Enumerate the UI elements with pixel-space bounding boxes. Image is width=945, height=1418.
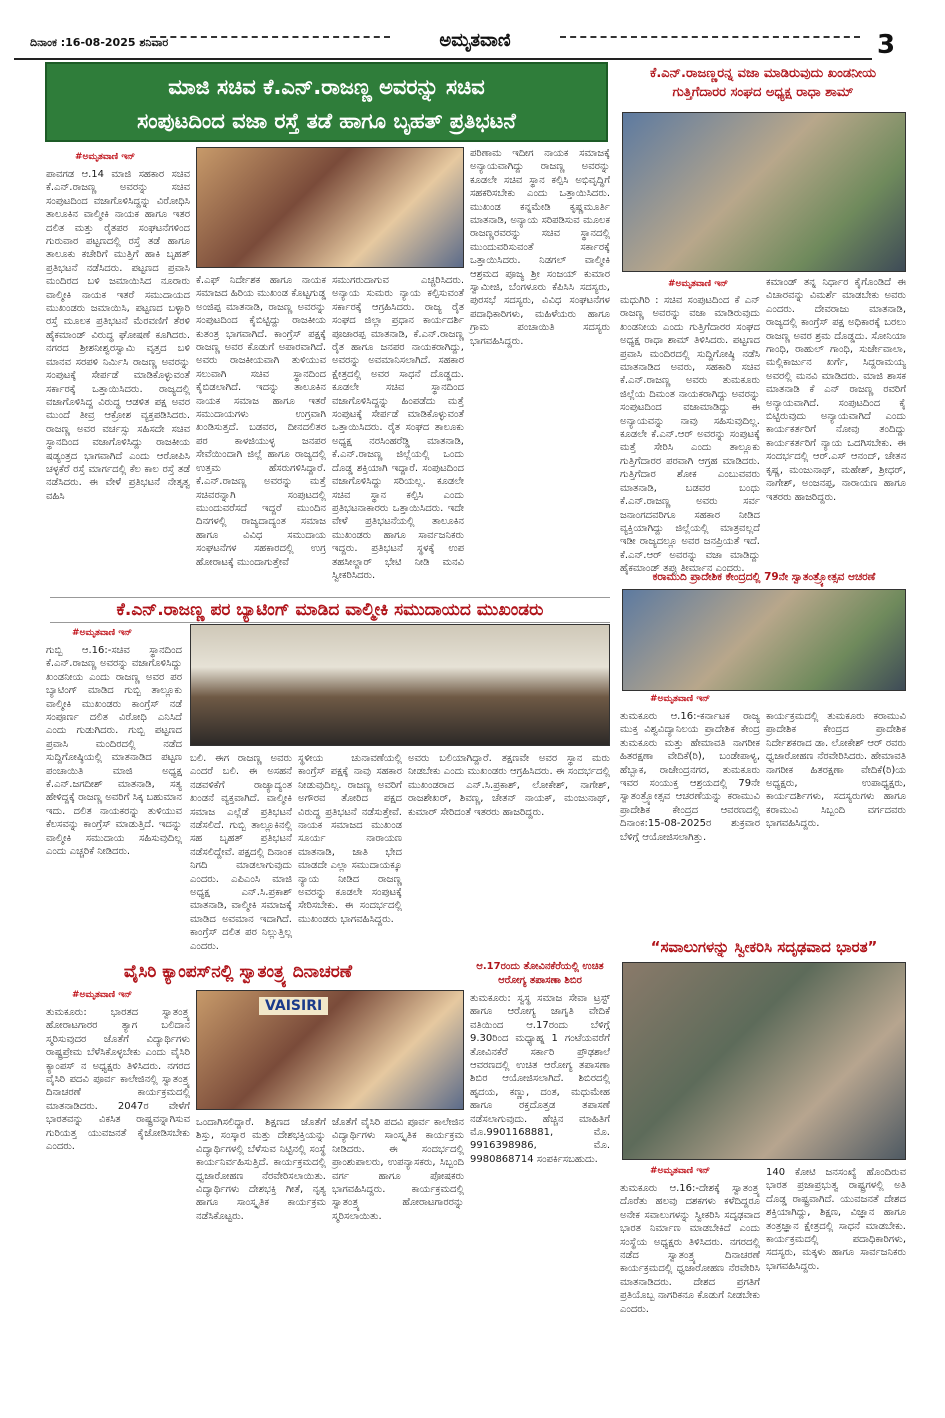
story1-column-3: ಸಮುಗರುದಾಗುವ ಎಚ್ಚರಿಸಿದರು. ಅನ್ಯಾಯ ಸುಮರು ನ್ಯಾಯ ಕಲ್ಪಿಸುವಂತೆ ಸರ್ಕಾರಕ್ಕೆ ಆಗ್ರಹಿಸಿದರು. ರಾಜ್ಯ ರೈತ ಸಂಘದ ಜಿಲ್ಲಾ ಪ್ರಧಾನ ಕಾರ್ಯದರ್ಶಿ ಪೂಜಾರಪ್ಪ ಮಾತನಾಡಿ, ಕೆ.ಎನ್.ರಾಜಣ್ಣ ರೈತ ಹಾಗೂ ಜನಪರ ನಾಯಕರಾಗಿದ್ದು, ಅವರನ್ನು ಅವಮಾನಿಸಲಾಗಿದೆ. ಸಹಕಾರ ಕ್ಷೇತ್ರದಲ್ಲಿ ಅವರ ಸಾಧನೆ ದೊಡ್ಡದು. ಕೂಡಲೇ ಸಚಿವ ಸ್ಥಾನದಿಂದ ವಜಾಗೊಳಿಸಿದ್ದನ್ನು ಹಿಂಪಡೆದು ಮತ್ತೆ ಸಂಪುಟಕ್ಕೆ ಸೇರ್ಪಡೆ ಮಾಡಿಕೊಳ್ಳುವಂತೆ ಒತ್ತಾಯಿಸಿದರು. ರೈತ ಸಂಘದ ತಾಲೂಕು ಅಧ್ಯಕ್ಷ ನರಸಿಂಹರೆಡ್ಡಿ ಮಾತನಾಡಿ, ಕೆ.ಎನ್.ರಾಜಣ್ಣ ಜಿಲ್ಲೆಯಲ್ಲಿ ಒಂದು ದೊಡ್ಡ ಶಕ್ತಿಯಾಗಿ ಇದ್ದಾರೆ. ಸಂಪುಟದಿಂದ ವಜಾಗೊಳಿಸಿದ್ದು ಸರಿಯಲ್ಲ. ಕೂಡಲೇ ಸಚಿವ ಸ್ಥಾನ ಕಲ್ಪಿಸಿ ಎಂದು ಪ್ರತಿಭಟನಾಕಾರರು ಒತ್ತಾಯಿಸಿದರು. ಇದೇ ವೇಳೆ ಪ್ರತಿಭಟನೆಯಲ್ಲಿ ತಾಲೂಕಿನ ಮುಖಂಡರು ಹಾಗೂ ಸಾರ್ವಜನಿಕರು ಇದ್ದರು. ಪ್ರತಿಭಟನೆ ಸ್ಥಳಕ್ಕೆ ಉಪ ತಹಸೀಲ್ದಾರ್ ಭೇಟಿ ನೀಡಿ ಮನವಿ ಸ್ವೀಕರಿಸಿದರು. bbox=[332, 275, 464, 581]
story3-tag: #ಅಮೃತವಾಣಿ ಇನ್ bbox=[72, 628, 133, 638]
story7-column-1: ತುಮಕೂರು ಆ.16:-ದೇಶಕ್ಕೆ ಸ್ವಾತಂತ್ರ್ಯ ದೊರೆತು ಹಲವು ದಶಕಗಳು ಕಳೆದಿದ್ದರೂ ಅನೇಕ ಸವಾಲುಗಳನ್ನು ಸ್ವೀಕರಿಸಿ ಸದೃಢವಾದ ಭಾರತ ನಿರ್ಮಾಣ ಮಾಡಬೇಕಿದೆ ಎಂದು ಸಂಸ್ಥೆಯ ಅಧ್ಯಕ್ಷರು ತಿಳಿಸಿದರು. ನಗರದಲ್ಲಿ ನಡೆದ ಸ್ವಾತಂತ್ರ್ಯ ದಿನಾಚರಣೆ ಕಾರ್ಯಕ್ರಮದಲ್ಲಿ ಧ್ವಜಾರೋಹಣ ನೆರವೇರಿಸಿ ಮಾತನಾಡಿದರು. ದೇಶದ ಪ್ರಗತಿಗೆ ಪ್ರತಿಯೊಬ್ಬ ನಾಗರಿಕನೂ ಕೊಡುಗೆ ನೀಡಬೇಕು ಎಂದರು. bbox=[620, 1183, 760, 1315]
story5-tag: #ಅಮೃತವಾಣಿ ಇನ್ bbox=[72, 990, 133, 1000]
story3-column-1: ಗುಬ್ಬಿ ಆ.16:-ಸಚಿವ ಸ್ಥಾನದಿಂದ ಕೆ.ಎನ್.ರಾಜಣ್ಣ ಅವರನ್ನು ವಜಾಗೊಳಿಸಿದ್ದು ಖಂಡನೀಯ ಎಂದು ರಾಜಣ್ಣ ಅವರ ಪರ ಬ್ಯಾಟಿಂಗ್ ಮಾಡಿದ ಗುಬ್ಬಿ ತಾಲ್ಲೂಕು ವಾಲ್ಮೀಕಿ ಮುಖಂಡರು ಕಾಂಗ್ರೆಸ್ ನಡೆ ಸಂಪೂರ್ಣ ದಲಿತ ವಿರೋಧಿ ಎನಿಸಿದೆ ಎಂದು ಗುಡುಗಿದರು. ಗುಬ್ಬಿ ಪಟ್ಟಣದ ಪ್ರವಾಸಿ ಮಂದಿರದಲ್ಲಿ ನಡೆದ ಸುದ್ದಿಗೋಷ್ಠಿಯಲ್ಲಿ ಮಾತನಾಡಿದ ಪಟ್ಟಣ ಪಂಚಾಯಿತಿ ಮಾಜಿ ಅಧ್ಯಕ್ಷ ಕೆ.ಎನ್.ಜಗದೀಶ್ ಮಾತನಾಡಿ, ಸತ್ಯ ಹೇಳಿದ್ದಕ್ಕೆ ರಾಜಣ್ಣ ಅವರಿಗೆ ಸಿಕ್ಕ ಬಹುಮಾನ ಇದು. ದಲಿತ ನಾಯಕರನ್ನು ತುಳಿಯುವ ಕೆಲಸವನ್ನು ಕಾಂಗ್ರೆಸ್ ಮಾಡುತ್ತಿದೆ. ಇದನ್ನು ವಾಲ್ಮೀಕಿ ಸಮುದಾಯ ಸಹಿಸುವುದಿಲ್ಲ ಎಂದು ಎಚ್ಚರಿಕೆ ನೀಡಿದರು. bbox=[46, 645, 182, 858]
masthead-title: ಅಮೃತವಾಣಿ bbox=[439, 30, 511, 51]
story4-column-2: ಕಾರ್ಯಕ್ರಮದಲ್ಲಿ ತುಮಕೂರು ಕರಾಮುವಿ ಪ್ರಾದೇಶಿಕ ಕೇಂದ್ರದ ಪ್ರಾದೇಶಿಕ ನಿರ್ದೇಶಕರಾದ ಡಾ. ಲೋಕೇಶ್ ಆರ್ ರವರು ಧ್ವಜಾರೋಹಣ ನೆರವೇರಿಸಿದರು. ಹೇಮಾವತಿ ನಾಗರೀಕ ಹಿತರಕ್ಷಣಾ ವೇದಿಕೆ(ರಿ)ಯ ಅಧ್ಯಕ್ಷರು, ಉಪಾಧ್ಯಕ್ಷರು, ಕಾರ್ಯದರ್ಶಿಗಳು, ಸದಸ್ಯರುಗಳು ಹಾಗೂ ಕರಾಮುವಿ ಸಿಬ್ಬಂದಿ ವರ್ಗದವರು ಭಾಗವಹಿಸಿದ್ದರು. bbox=[766, 711, 906, 830]
story5-headline: ವೈಸಿರಿ ಕ್ಯಾಂಪಸ್‌ನಲ್ಲಿ ಸ್ವಾತಂತ್ರ್ಯ ದಿನಾಚರಣೆ bbox=[123, 962, 353, 982]
story1-headline bbox=[45, 62, 608, 142]
story4-tag: #ಅಮೃತವಾಣಿ ಇನ್ bbox=[650, 694, 711, 704]
story1-headline-line1: ಮಾಜಿ ಸಚಿವ ಕೆ.ಎನ್.ರಾಜಣ್ಣ ಅವರನ್ನು ಸಚಿವ bbox=[168, 75, 485, 99]
story5-column-2: ಒಂದಾಗಿಸಲಿದ್ದಾರೆ. ಶಿಕ್ಷಣದ ಜೊತೆಗೆ ಶಿಸ್ತು, ಸಂಸ್ಕಾರ ಮತ್ತು ದೇಶಭಕ್ತಿಯನ್ನು ವಿದ್ಯಾರ್ಥಿಗಳಲ್ಲಿ ಬೆಳೆಸುವ ನಿಟ್ಟಿನಲ್ಲಿ ಸಂಸ್ಥೆ ಕಾರ್ಯನಿರ್ವಹಿಸುತ್ತಿದೆ. ಕಾರ್ಯಕ್ರಮದಲ್ಲಿ ಧ್ವಜಾರೋಹಣ ನೆರವೇರಿಸಲಾಯಿತು. ವಿದ್ಯಾರ್ಥಿಗಳು ದೇಶಭಕ್ತಿ ಗೀತೆ, ನೃತ್ಯ ಹಾಗೂ ಸಾಂಸ್ಕೃತಿಕ ಕಾರ್ಯಕ್ರಮ ನಡೆಸಿಕೊಟ್ಟರು. bbox=[196, 1117, 326, 1222]
story1-headline-line2: ಸಂಪುಟದಿಂದ ವಜಾ ರಸ್ತೆ ತಡೆ ಹಾಗೂ ಬೃಹತ್ ಪ್ರತಿಭಟನೆ bbox=[137, 109, 516, 133]
masthead-divider-right bbox=[560, 36, 860, 38]
story7-headline: “ಸವಾಲುಗಳನ್ನು ಸ್ವೀಕರಿಸಿ ಸದೃಢವಾದ ಭಾರತ” bbox=[650, 938, 878, 956]
page-number: 3 bbox=[876, 30, 896, 60]
story3-column-2: ಬಲಿ. ಈಗ ರಾಜಣ್ಣ ಅವರು ಎಂದರೆ ಬಲಿ. ಈ ಅಸಹನೆ ನಡವಳಿಕೆಗೆ ರಾಜ್ಯಾದ್ಯಂತ ಖಂಡನೆ ವ್ಯಕ್ತವಾಗಿದೆ. ವಾಲ್ಮೀಕಿ ಸಮಾಜ ಎಲ್ಲೆಡೆ ಪ್ರತಿಭಟನೆ ನಡೆಸಲಿದೆ. ಗುಬ್ಬಿ ತಾಲ್ಲೂಕಿನಲ್ಲಿ ಸಹ ಬೃಹತ್ ಪ್ರತಿಭಟನೆ ನಡೆಸಲಿದ್ದೇವೆ. ಪಕ್ಷದಲ್ಲಿ ದಿನಾಂಕ ನಿಗದಿ ಮಾಡಲಾಗುವುದು ಎಂದರು. ಎಪಿಎಂಸಿ ಮಾಜಿ ಅಧ್ಯಕ್ಷ ಎನ್.ಸಿ.ಪ್ರಕಾಶ್ ಮಾತನಾಡಿ, ವಾಲ್ಮೀಕಿ ಸಮಾಜಕ್ಕೆ ಮಾಡಿದ ಅವಮಾನ ಇದಾಗಿದೆ. ಕಾಂಗ್ರೆಸ್ ದಲಿತ ಪರ ನಿಲ್ಲುತ್ತಿಲ್ಲ ಎಂದರು. bbox=[190, 753, 292, 952]
story2-headline-line2: ಗುತ್ತಿಗೆದಾರರ ಸಂಘದ ಅಧ್ಯಕ್ಷ ರಾಧಾ ಶಾಮ್ bbox=[672, 85, 854, 100]
story1-tag: #ಅಮೃತವಾಣಿ ಇನ್ bbox=[75, 152, 136, 162]
story7-column-2: 140 ಕೋಟಿ ಜನಸಂಖ್ಯೆ ಹೊಂದಿರುವ ಭಾರತ ಪ್ರಜಾಪ್ರಭುತ್ವ ರಾಷ್ಟ್ರಗಳಲ್ಲಿ ಅತಿ ದೊಡ್ಡ ರಾಷ್ಟ್ರವಾಗಿದೆ. ಯುವಜನತೆ ದೇಶದ ಶಕ್ತಿಯಾಗಿದ್ದು, ಶಿಕ್ಷಣ, ವಿಜ್ಞಾನ ಹಾಗೂ ತಂತ್ರಜ್ಞಾನ ಕ್ಷೇತ್ರದಲ್ಲಿ ಸಾಧನೆ ಮಾಡಬೇಕು. ಕಾರ್ಯಕ್ರಮದಲ್ಲಿ ಪದಾಧಿಕಾರಿಗಳು, ಸದಸ್ಯರು, ಮಕ್ಕಳು ಹಾಗೂ ಸಾರ್ವಜನಿಕರು ಭಾಗವಹಿಸಿದ್ದರು. bbox=[766, 1167, 906, 1272]
masthead-divider-left bbox=[150, 36, 390, 38]
story5-column-1: ತುಮಕೂರು: ಭಾರತದ ಸ್ವಾತಂತ್ರ್ಯ ಹೋರಾಟಗಾರರ ತ್ಯಾಗ ಬಲಿದಾನ ಸ್ಮರಿಸುವುದರ ಜೊತೆಗೆ ವಿದ್ಯಾರ್ಥಿಗಳು ರಾಷ್ಟ್ರಪ್ರೇಮ ಬೆಳೆಸಿಕೊಳ್ಳಬೇಕು ಎಂದು ವೈಸಿರಿ ಕ್ಯಾಂಪಸ್ ನ ಅಧ್ಯಕ್ಷರು ತಿಳಿಸಿದರು. ನಗರದ ವೈಸಿರಿ ಪದವಿ ಪೂರ್ವ ಕಾಲೇಜಿನಲ್ಲಿ ಸ್ವಾತಂತ್ರ್ಯ ದಿನಾಚರಣೆ ಕಾರ್ಯಕ್ರಮದಲ್ಲಿ ಮಾತನಾಡಿದರು. 2047ರ ವೇಳೆಗೆ ಭಾರತವನ್ನು ವಿಕಸಿತ ರಾಷ್ಟ್ರವನ್ನಾಗಿಸುವ ಗುರಿಯತ್ತ ಯುವಜನತೆ ಕೈಜೋಡಿಸಬೇಕು ಎಂದರು. bbox=[46, 1007, 190, 1153]
issue-date: ದಿನಾಂಕ :16-08-2025 ಶನಿವಾರ bbox=[30, 36, 169, 49]
story5-banner-text: VAISIRI bbox=[259, 997, 328, 1015]
story4-event-photo bbox=[622, 589, 906, 691]
story4-column-1: ತುಮಕೂರು ಆ.16:-ಕರ್ನಾಟಕ ರಾಜ್ಯ ಮುಕ್ತ ವಿಶ್ವವಿದ್ಯಾನಿಲಯ ಪ್ರಾದೇಶಿಕ ಕೇಂದ್ರ ತುಮಕೂರು ಮತ್ತು ಹೇಮಾವತಿ ನಾಗರೀಕ ಹಿತರಕ್ಷಣಾ ವೇದಿಕೆ(ರಿ), ಬಂಡೇಪಾಳ್ಯ, ಹೆಬ್ಬಾಕ, ರಾಜೇಂದ್ರನಗರ, ತುಮಕೂರು ಇವರ ಸಂಯುಕ್ತ ಆಶ್ರಯದಲ್ಲಿ 79ನೇ ಸ್ವಾತಂತ್ರ್ಯೋತ್ಸವ ಆಚರಣೆಯನ್ನು ಕರಾಮುವಿ ಪ್ರಾದೇಶಿಕ ಕೇಂದ್ರದ ಆವರಣದಲ್ಲಿ ದಿನಾಂಕ:15-08-2025ರ ಶುಕ್ರವಾರ ಬೆಳಿಗ್ಗೆ ಆಯೋಜಿಸಲಾಗಿತ್ತು. bbox=[620, 711, 760, 843]
masthead-rule bbox=[14, 58, 872, 60]
story3-column-4: ಅವರು ಬಲಿಯಾಗಿದ್ದಾರೆ. ತಕ್ಷಣವೇ ಅವರ ಸ್ಥಾನ ಮರು ನೀಡಬೇಕು ಎಂದು ಮುಖಂಡರು ಆಗ್ರಹಿಸಿದರು. ಈ ಸಂದರ್ಭದಲ್ಲಿ ಮುಖಂಡರಾದ ಎನ್.ಸಿ.ಪ್ರಕಾಶ್, ಲೋಕೇಶ್, ನಾಗೇಶ್, ರಾಜಶೇಖರ್, ಶಿವಣ್ಣ, ಚೇತನ್ ನಾಯಕ್, ಮಂಜುನಾಥ್, ಕುಮಾರ್ ಸೇರಿದಂತೆ ಇತರರು ಹಾಜರಿದ್ದರು. bbox=[408, 753, 610, 818]
story2-column-2: ಕಮಾಂಡ್ ತನ್ನ ನಿರ್ಧಾರ ಕೈಗೊಂಡಿದೆ ಈ ವಿಚಾರವನ್ನು ವಿಮರ್ಶೆ ಮಾಡಬೇಕು ಅವರು ಎಂದರು. ದೇವರಾಜು ಮಾತನಾಡಿ, ರಾಜ್ಯದಲ್ಲಿ ಕಾಂಗ್ರೆಸ್ ಪಕ್ಷ ಅಧಿಕಾರಕ್ಕೆ ಬರಲು ರಾಜಣ್ಣ ಅವರ ಶ್ರಮ ದೊಡ್ಡದು. ಸೋನಿಯಾ ಗಾಂಧಿ, ರಾಹುಲ್ ಗಾಂಧಿ, ಸುರ್ಜೇವಾಲಾ, ಮಲ್ಲಿಕಾರ್ಜುನ ಖರ್ಗೆ, ಸಿದ್ದರಾಮಯ್ಯ ಅವರಲ್ಲಿ ಮನವಿ ಮಾಡಿದರು. ಮಾಜಿ ಶಾಸಕ ಮಾತನಾಡಿ ಕೆ ಎನ್ ರಾಜಣ್ಣ ರವರಿಗೆ ಅನ್ಯಾಯವಾಗಿದೆ. ಸಂಪುಟದಿಂದ ಕೈ ಬಿಟ್ಟಿರುವುದು ಅನ್ಯಾಯವಾಗಿದೆ ಎಂದು ಕಾರ್ಯಕರ್ತರಿಗೆ ನೋವು ತಂದಿದ್ದು ಕಾರ್ಯಕರ್ತರಿಗೆ ನ್ಯಾಯ ಒದಗಿಸಬೇಕು. ಈ ಸಂದರ್ಭದಲ್ಲಿ ಆರ್.ಎಸ್ ಆನಂದ್, ಚೇತನ ಕೃಷ್ಣ, ಮಂಜುನಾಥ್, ಮಹೇಶ್, ಶ್ರೀಧರ್, ನಾಗೇಶ್, ಅಂಜನಪ್ಪ, ನಾರಾಯಣ ಹಾಗೂ ಇತರರು ಹಾಜರಿದ್ದರು. bbox=[766, 277, 906, 503]
story2-group-photo bbox=[622, 112, 906, 272]
story3-meeting-photo bbox=[190, 624, 610, 746]
story7-flag-photo bbox=[622, 962, 906, 1160]
story6-headline: ಆ.17ರಂದು ತೋವಿನಕೆರೆಯಲ್ಲಿ ಉಚಿತ ಆರೋಗ್ಯ ತಪಾಸಣಾ ಶಿಬಿರ bbox=[476, 961, 604, 986]
story3-headline: ಕೆ.ಎನ್.ರಾಜಣ್ಣ ಪರ ಬ್ಯಾಟಿಂಗ್ ಮಾಡಿದ ವಾಲ್ಮೀಕಿ ಸಮುದಾಯದ ಮುಖಂಡರು bbox=[50, 597, 610, 623]
story2-column-1: ಮಧುಗಿರಿ : ಸಚಿವ ಸಂಪುಟದಿಂದ ಕೆ ಎನ್ ರಾಜಣ್ಣ ಅವರನ್ನು ವಜಾ ಮಾಡಿರುವುದು ಖಂಡನೀಯ ಎಂದು ಗುತ್ತಿಗೆದಾರರ ಸಂಘದ ಅಧ್ಯಕ್ಷ ರಾಧಾ ಶಾಮ್ ತಿಳಿಸಿದರು. ಪಟ್ಟಣದ ಪ್ರವಾಸಿ ಮಂದಿರದಲ್ಲಿ ಸುದ್ದಿಗೋಷ್ಠಿ ನಡೆಸಿ ಮಾತನಾಡಿದ ಅವರು, ಸಹಕಾರಿ ಸಚಿವ ಕೆ.ಎನ್.ರಾಜಣ್ಣ ಅವರು ತುಮಕೂರು ಜಿಲ್ಲೆಯ ದಿಮಂತ ನಾಯಕರಾಗಿದ್ದು ಅವರನ್ನು ಸಂಪುಟದಿಂದ ವಜಾಮಾಡಿದ್ದು ಈ ಅನ್ಯಾಯವನ್ನು ನಾವು ಸಹಿಸುವುದಿಲ್ಲ. ಕೂಡಲೇ ಕೆ.ಎನ್.ಆರ್ ಅವರನ್ನು ಸಂಪುಟಕ್ಕೆ ಮತ್ತೆ ಸೇರಿಸಿ ಎಂದು ತಾಲ್ಲೂಕು ಗುತ್ತಿಗೆದಾರರ ಪರವಾಗಿ ಆಗ್ರಹ ಮಾಡಿದರು. ಗುತ್ತಿಗೆದಾರ ಶೋಕ ಎಂಬುವವರು ಮಾತನಾಡಿ, ಬಡವರ ಬಂಧು ಕೆ.ಎನ್.ರಾಜಣ್ಣ ಅವರು ಸರ್ವ ಜನಾಂಗದವರಿಗೂ ಸಹಕಾರ ನೀಡಿದ ವ್ಯಕ್ತಿಯಾಗಿದ್ದು ಜಿಲ್ಲೆಯಲ್ಲಿ ಮಾತ್ರವಲ್ಲದೆ ಇಡೀ ರಾಜ್ಯದಲ್ಲೂ ಅವರ ಜನಪ್ರಿಯತೆ ಇದೆ. ಕೆ.ಎನ್.ಆರ್ ಅವರನ್ನು ವಜಾ ಮಾಡಿದ್ದು ಹೈಕಮಾಂಡ್ ತಪ್ಪು ತೀರ್ಮಾನ ಎಂದರು. bbox=[620, 295, 760, 575]
story2-headline-line1: ಕೆ.ಎನ್.ರಾಜಣ್ಣರನ್ನ ವಜಾ ಮಾಡಿರುವುದು ಖಂಡನೀಯ bbox=[649, 66, 877, 81]
story2-tag: #ಅಮೃತವಾಣಿ ಇನ್ bbox=[668, 279, 729, 289]
story6-column-1: ತುಮಕೂರು: ಸ್ವಸ್ಥ ಸಮಾಜ ಸೇವಾ ಟ್ರಸ್ಟ್ ಹಾಗೂ ಆರೋಗ್ಯ ಜಾಗೃತಿ ವೇದಿಕೆ ವತಿಯಿಂದ ಆ.17ರಂದು ಬೆಳಿಗ್ಗೆ 9.30ರಿಂದ ಮಧ್ಯಾಹ್ನ 1 ಗಂಟೆಯವರೆಗೆ ತೋವಿನಕೆರೆ ಸರ್ಕಾರಿ ಪ್ರೌಢಶಾಲೆ ಆವರಣದಲ್ಲಿ ಉಚಿತ ಆರೋಗ್ಯ ತಪಾಸಣಾ ಶಿಬಿರ ಆಯೋಜಿಸಲಾಗಿದೆ. ಶಿಬಿರದಲ್ಲಿ ಹೃದಯ, ಕಣ್ಣು, ದಂತ, ಮಧುಮೇಹ ಹಾಗೂ ರಕ್ತದೊತ್ತಡ ತಪಾಸಣೆ ನಡೆಸಲಾಗುವುದು. ಹೆಚ್ಚಿನ ಮಾಹಿತಿಗೆ ಮೊ.9901168881, ಮೊ. 9916398986, ಮೊ. 9980868714 ಸಂಪರ್ಕಿಸಬಹುದು. bbox=[470, 993, 610, 1165]
story5-column-3: ಜೊತೆಗೆ ವೈಸಿರಿ ಪದವಿ ಪೂರ್ವ ಕಾಲೇಜಿನ ವಿದ್ಯಾರ್ಥಿಗಳು ಸಾಂಸ್ಕೃತಿಕ ಕಾರ್ಯಕ್ರಮ ನೀಡಿದರು. ಈ ಸಂದರ್ಭದಲ್ಲಿ ಪ್ರಾಂಶುಪಾಲರು, ಉಪನ್ಯಾಸಕರು, ಸಿಬ್ಬಂದಿ ವರ್ಗ ಹಾಗೂ ಪೋಷಕರು ಭಾಗವಹಿಸಿದ್ದರು. ಕಾರ್ಯಕ್ರಮದಲ್ಲಿ ಸ್ವಾತಂತ್ರ್ಯ ಹೋರಾಟಗಾರರನ್ನು ಸ್ಮರಿಸಲಾಯಿತು. bbox=[332, 1117, 464, 1222]
story3-column-3: ಸ್ಥಳೀಯ ಚುನಾವಣೆಯಲ್ಲಿ ಕಾಂಗ್ರೆಸ್ ಪಕ್ಷಕ್ಕೆ ನಾವು ಸಹಕಾರ ನೀಡುವುದಿಲ್ಲ. ರಾಜಣ್ಣ ಅವರಿಗೆ ಅಗೌರವ ತೋರಿದ ಪಕ್ಷದ ವಿರುದ್ಧ ಪ್ರತಿಭಟನೆ ನಡೆಸುತ್ತೇವೆ. ನಾಯಕ ಸಮಾಜದ ಮುಖಂಡ ಸೂರ್ಯ ನಾರಾಯಣ ಮಾತನಾಡಿ, ಜಾತಿ ಭೇದ ಮಾಡದೇ ಎಲ್ಲಾ ಸಮುದಾಯಕ್ಕೂ ನ್ಯಾಯ ನೀಡಿದ ರಾಜಣ್ಣ ಅವರನ್ನು ಕೂಡಲೇ ಸಂಪುಟಕ್ಕೆ ಸೇರಿಸಬೇಕು. ಈ ಸಂದರ್ಭದಲ್ಲಿ ಮುಖಂಡರು ಭಾಗವಹಿಸಿದ್ದರು. bbox=[298, 753, 402, 925]
story1-protest-photo bbox=[196, 147, 464, 268]
story2-headline bbox=[618, 64, 908, 102]
story1-column-1: ಪಾವಗಡ ಆ.14 ಮಾಜಿ ಸಹಕಾರ ಸಚಿವ ಕೆ.ಎನ್.ರಾಜಣ್ಣ ಅವರನ್ನು ಸಚಿವ ಸಂಪುಟದಿಂದ ವಜಾಗೊಳಿಸಿದ್ದನ್ನು ವಿರೋಧಿಸಿ ತಾಲೂಕಿನ ವಾಲ್ಮೀಕಿ ನಾಯಕ ಹಾಗೂ ಇತರ ದಲಿತ ಮತ್ತು ರೈತಪರ ಸಂಘಟನೆಗಳಿಂದ ಗುರುವಾರ ಪಟ್ಟಣದಲ್ಲಿ ರಸ್ತೆ ತಡೆ ಹಾಗೂ ತಾಲೂಕು ಕಚೇರಿಗೆ ಮುತ್ತಿಗೆ ಹಾಕಿ ಬೃಹತ್ ಪ್ರತಿಭಟನೆ ನಡೆಸಿದರು. ಪಟ್ಟಣದ ಪ್ರವಾಸಿ ಮಂದಿರದ ಬಳಿ ಜಮಾಯಿಸಿದ ನೂರಾರು ವಾಲ್ಮೀಕಿ ನಾಯಕ ಇತರೆ ಸಮುದಾಯದ ಮುಖಂಡರು ಜಮಾಯಿಸಿ, ಪಟ್ಟಣದ ಬಳ್ಳಾರಿ ರಸ್ತೆ ಮೂಲಕ ಪ್ರತಿಭಟನೆ ಮೆರವಣಿಗೆ ತೆರಳಿ ಹೈಕಮಾಂಡ್ ವಿರುದ್ಧ ಘೋಷಣೆ ಕೂಗಿದರು. ನಗರದ ಶ್ರೀಶನೀಶ್ವರಸ್ವಾಮಿ ವೃತ್ತದ ಬಳಿ ಮಾನವ ಸರಪಳಿ ನಿರ್ಮಿಸಿ ರಾಜಣ್ಣ ಅವರನ್ನು ಸಂಪುಟಕ್ಕೆ ಸೇರ್ಪಡೆ ಮಾಡಿಕೊಳ್ಳುವಂತೆ ಸರ್ಕಾರಕ್ಕೆ ಒತ್ತಾಯಿಸಿದರು. ರಾಜ್ಯದಲ್ಲಿ ವಜಾಗೊಳಿಸಿದ್ದ ವಿರುದ್ಧ ಆಡಳಿತ ಪಕ್ಷ ಅವರ ಮುಂದೆ ತೀವ್ರ ಆಕ್ರೋಶ ವ್ಯಕ್ತಪಡಿಸಿದರು. ರಾಜಣ್ಣ ಅವರ ವರ್ಚಸ್ಸು ಸಹಿಸದೇ ಸಚಿವ ಸ್ಥಾನದಿಂದ ವಜಾಗೊಳಿಸಿದ್ದು ರಾಜಕೀಯ ಷಡ್ಯಂತ್ರದ ಭಾಗವಾಗಿದೆ ಎಂದು ಆರೋಪಿಸಿ ಚಳ್ಳಕೆರೆ ರಸ್ತೆ ಮಾರ್ಗದಲ್ಲಿ ಕೆಲ ಕಾಲ ರಸ್ತೆ ತಡೆ ನಡೆಸಿದರು. ಈ ವೇಳೆ ಪ್ರತಿಭಟನೆ ನೇತೃತ್ವ ವಹಿಸಿ bbox=[46, 169, 190, 502]
story1-column-4: ಪರಿಣಾಮ ಇದೀಗ ನಾಯಕ ಸಮಾಜಕ್ಕೆ ಅನ್ಯಾಯವಾಗಿದ್ದು ರಾಜಣ್ಣ ಅವರನ್ನು ಕೂಡಲೇ ಸಚಿವ ಸ್ಥಾನ ಕಲ್ಪಿಸಿ ಅಭಿವೃದ್ಧಿಗೆ ಸಹಕರಿಸಬೇಕು ಎಂದು ಒತ್ತಾಯಿಸಿದರು. ಮುಖಂಡ ಕನ್ನಮೇಡಿ ಕೃಷ್ಣಮೂರ್ತಿ ಮಾತನಾಡಿ, ಅನ್ಯಾಯ ಸರಿಪಡಿಸುವ ಮೂಲಕ ರಾಜಣ್ಣರವರನ್ನು ಸಚಿವ ಸ್ಥಾನದಲ್ಲಿ ಮುಂದುವರಿಸುವಂತೆ ಸರ್ಕಾರಕ್ಕೆ ಒತ್ತಾಯಿಸಿದರು. ನಿಡಗಲ್ ವಾಲ್ಮೀಕಿ ಆಶ್ರಮದ ಪೂಜ್ಯ ಶ್ರೀ ಸಂಜಯ್ ಕುಮಾರ ಸ್ವಾಮೀಜಿ, ಬೆಂಗಳೂರು ಕೆಪಿಸಿಸಿ ಸದಸ್ಯರು, ಪುರಸಭೆ ಸದಸ್ಯರು, ವಿವಿಧ ಸಂಘಟನೆಗಳ ಪದಾಧಿಕಾರಿಗಳು, ಮಹಿಳೆಯರು ಹಾಗೂ ಗ್ರಾಮ ಪಂಚಾಯಿತಿ ಸದಸ್ಯರು ಭಾಗವಹಿಸಿದ್ದರು. bbox=[470, 148, 610, 347]
story5-award-photo bbox=[196, 990, 464, 1110]
story1-column-2: ಕೆ.ಎಫ್ ನಿರ್ದೇಶಕ ಹಾಗೂ ನಾಯಕ ಸಮಾಜದ ಹಿರಿಯ ಮುಖಂಡ ಕೊಟ್ಟಗುಡ್ಡ ಅಂಜಿಪ್ಪ ಮಾತನಾಡಿ, ರಾಜಣ್ಣ ಅವರನ್ನು ಸಂಪುಟದಿಂದ ಕೈಬಿಟ್ಟಿದ್ದು ರಾಜಕೀಯ ಕುತಂತ್ರ ಭಾಗವಾಗಿದೆ. ಕಾಂಗ್ರೆಸ್ ಪಕ್ಷಕ್ಕೆ ರಾಜಣ್ಣ ಅವರ ಕೊಡುಗೆ ಅಪಾರವಾಗಿದೆ. ಅವರು ರಾಜಕೀಯವಾಗಿ ತುಳಿಯುವ ಸಲುವಾಗಿ ಸಚಿವ ಸ್ಥಾನದಿಂದ ಕೈಬಿಡಲಾಗಿದೆ. ಇದನ್ನು ತಾಲೂಕಿನ ನಾಯಕ ಸಮಾಜ ಹಾಗೂ ಇತರೆ ಸಮುದಾಯಗಳು ಉಗ್ರವಾಗಿ ಖಂಡಿಸುತ್ತದೆ. ಬಡವರ, ದೀನದಲಿತರ ಪರ ಕಾಳಜಿಯುಳ್ಳ ಜನಪರ ಸೇವೆಯಿಂದಾಗಿ ಜಿಲ್ಲೆ ಹಾಗೂ ರಾಜ್ಯದಲ್ಲಿ ಉತ್ತಮ ಹೆಸರುಗಳಿಸಿದ್ದಾರೆ. ಕೆ.ಎನ್.ರಾಜಣ್ಣ ಅವರನ್ನು ಮತ್ತೆ ಸಚಿವರನ್ನಾಗಿ ಸಂಪುಟದಲ್ಲಿ ಮುಂದುವರೆಸದೆ ಇದ್ದರೆ ಮುಂದಿನ ದಿನಗಳಲ್ಲಿ ರಾಜ್ಯದಾದ್ಯಂತ ಸಮಾಜ ಹಾಗೂ ವಿವಿಧ ಸಮುದಾಯ ಸಂಘಟನೆಗಳ ಸಹಕಾರದಲ್ಲಿ ಉಗ್ರ ಹೋರಾಟಕ್ಕೆ ಮುಂದಾಗುತ್ತೇವೆ bbox=[196, 275, 326, 568]
story4-headline: ಕರಾಮುದಿ ಪ್ರಾದೇಶಿಕ ಕೇಂದ್ರದಲ್ಲಿ 79ನೇ ಸ್ವಾತಂತ್ರ್ಯೋತ್ಸವ ಆಚರಣೆ bbox=[652, 571, 876, 583]
story7-tag: #ಅಮೃತವಾಣಿ ಇನ್ bbox=[650, 1166, 711, 1176]
